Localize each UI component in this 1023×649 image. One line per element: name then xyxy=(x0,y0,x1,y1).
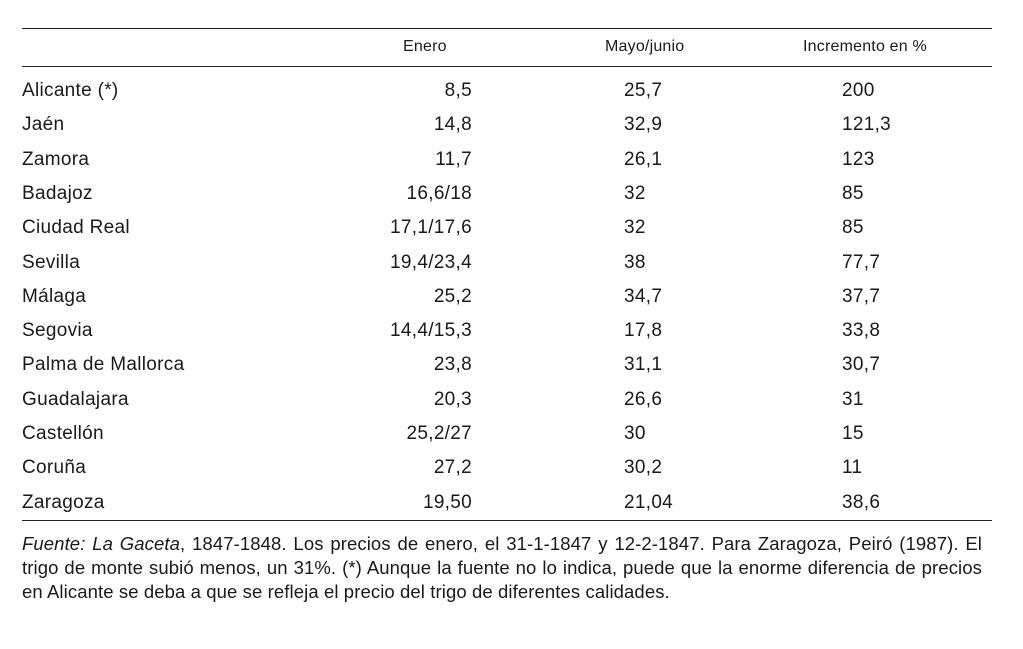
row-mayo-value: 32 xyxy=(624,217,646,238)
header-mayo-junio: Mayo/junio xyxy=(605,38,685,55)
row-region-name: Jaén xyxy=(22,114,65,135)
row-incremento-value: 33,8 xyxy=(842,320,881,341)
row-mayo-value: 32 xyxy=(624,183,646,204)
row-incremento-value: 85 xyxy=(842,217,864,238)
row-enero-value: 19,4/23,4 xyxy=(390,252,472,273)
row-enero-value: 8,5 xyxy=(444,80,472,101)
row-mayo-value: 25,7 xyxy=(624,80,663,101)
row-enero-value: 14,4/15,3 xyxy=(390,320,472,341)
row-region-name: Sevilla xyxy=(22,252,81,273)
row-incremento-value: 77,7 xyxy=(842,252,881,273)
row-incremento-value: 200 xyxy=(842,80,875,101)
row-incremento-value: 37,7 xyxy=(842,286,881,307)
row-mayo-value: 26,6 xyxy=(624,389,663,410)
row-region-name: Coruña xyxy=(22,457,87,478)
footnote-label: Fuente: xyxy=(22,533,86,554)
row-region-name: Badajoz xyxy=(22,183,93,204)
row-mayo-value: 38 xyxy=(624,252,646,273)
row-enero-value: 14,8 xyxy=(433,114,472,135)
footnote-text: , 1847-1848. Los precios de enero, el 31-1-1847 y 12-2-1847. Para Zaragoza, Peiró (1987). El trigo de monte subió menos, un 31%. (*) Aunque la fuente no lo indica, puede que la enorme diferencia de precios en Alicante se deba a que se refleja el precio del trigo de diferentes calidades. xyxy=(22,533,983,602)
header-incremento: Incremento en % xyxy=(803,38,927,55)
row-incremento-value: 85 xyxy=(842,183,864,204)
row-region-name: Málaga xyxy=(22,286,87,307)
row-enero-value: 20,3 xyxy=(433,389,472,410)
footnote-source-title: La Gaceta xyxy=(92,533,181,554)
table-top-rule xyxy=(22,28,992,29)
row-mayo-value: 31,1 xyxy=(624,354,663,375)
row-incremento-value: 121,3 xyxy=(842,114,892,135)
row-mayo-value: 17,8 xyxy=(624,320,663,341)
row-region-name: Ciudad Real xyxy=(22,217,130,238)
row-mayo-value: 26,1 xyxy=(624,149,663,170)
row-incremento-value: 11 xyxy=(842,457,863,478)
table-footnote xyxy=(22,532,982,604)
row-enero-value: 23,8 xyxy=(433,354,472,375)
table-bottom-rule xyxy=(22,520,992,521)
row-mayo-value: 30 xyxy=(624,423,646,444)
row-region-name: Segovia xyxy=(22,320,93,341)
row-mayo-value: 32,9 xyxy=(624,114,663,135)
row-incremento-value: 38,6 xyxy=(842,492,881,513)
row-region-name: Zamora xyxy=(22,149,90,170)
row-mayo-value: 34,7 xyxy=(624,286,663,307)
header-enero: Enero xyxy=(403,38,447,55)
row-region-name: Guadalajara xyxy=(22,389,129,410)
row-enero-value: 25,2/27 xyxy=(406,423,472,444)
row-region-name: Castellón xyxy=(22,423,104,444)
row-region-name: Zaragoza xyxy=(22,492,105,513)
row-incremento-value: 123 xyxy=(842,149,875,170)
row-region-name: Palma de Mallorca xyxy=(22,354,185,375)
row-enero-value: 16,6/18 xyxy=(406,183,472,204)
row-enero-value: 25,2 xyxy=(433,286,472,307)
row-enero-value: 27,2 xyxy=(433,457,472,478)
row-mayo-value: 21,04 xyxy=(624,492,674,513)
row-enero-value: 11,7 xyxy=(435,149,472,170)
row-incremento-value: 31 xyxy=(842,389,864,410)
row-incremento-value: 15 xyxy=(842,423,864,444)
row-incremento-value: 30,7 xyxy=(842,354,881,375)
row-enero-value: 19,50 xyxy=(422,492,472,513)
row-enero-value: 17,1/17,6 xyxy=(390,217,472,238)
table-header-rule xyxy=(22,66,992,67)
row-mayo-value: 30,2 xyxy=(624,457,663,478)
row-region-name: Alicante (*) xyxy=(22,80,119,101)
